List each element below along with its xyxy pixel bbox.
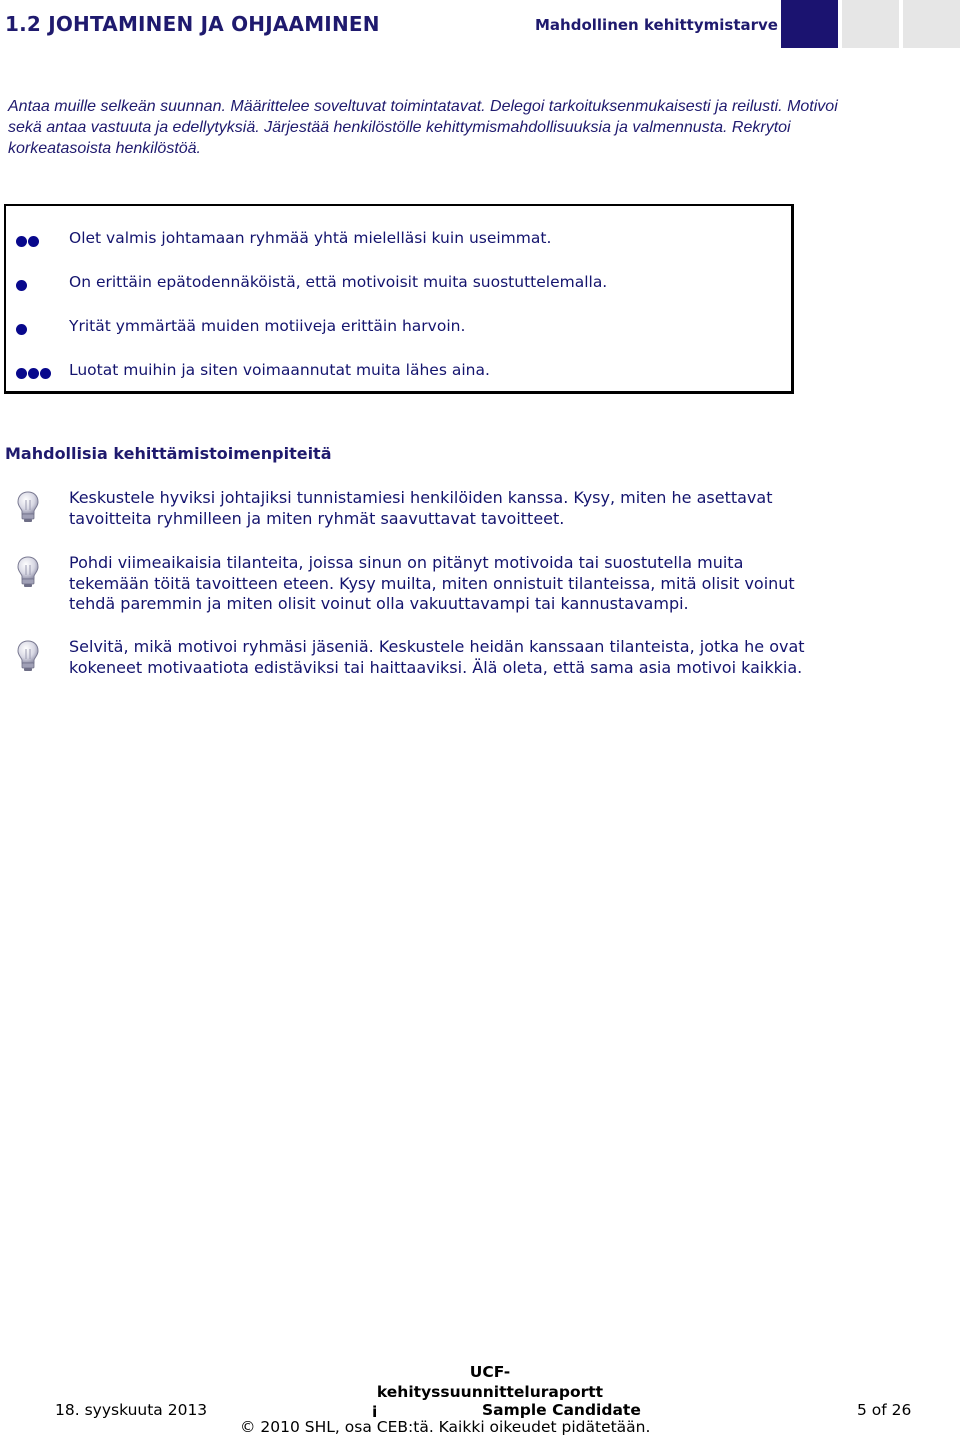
copyright-notice: © 2010 SHL, osa CEB:tä. Kaikki oikeudet pidätetään. bbox=[240, 1418, 651, 1436]
rating-dots bbox=[16, 278, 28, 292]
rating-dots bbox=[16, 322, 28, 336]
candidate-name: Sample Candidate bbox=[482, 1401, 641, 1419]
rating-text: Luotat muihin ja siten voimaannutat muita lähes aina. bbox=[69, 361, 490, 379]
rating-dot bbox=[40, 368, 51, 379]
rating-dot bbox=[28, 368, 39, 379]
report-date: 18. syyskuuta 2013 bbox=[55, 1401, 208, 1419]
rating-dots bbox=[16, 234, 40, 248]
rating-dot bbox=[16, 324, 27, 335]
tip-text: Keskustele hyviksi johtajiksi tunnistamiesi henkilöiden kanssa. Kysy, miten he asettavat tavoitteita ryhmilleen ja miten ryhmät saavuttavat tavoitteet. bbox=[69, 488, 773, 528]
lightbulb-icon bbox=[14, 639, 42, 673]
rating-text: Yrität ymmärtää muiden motiiveja erittäin harvoin. bbox=[69, 317, 466, 335]
rating-box bbox=[4, 204, 794, 394]
rating-dot bbox=[28, 236, 39, 247]
lightbulb-icon bbox=[14, 490, 42, 524]
development-heading: Mahdollisia kehittämistoimenpiteitä bbox=[5, 444, 332, 463]
rating-row bbox=[6, 361, 786, 385]
rating-text: Olet valmis johtamaan ryhmää yhtä mielelläsi kuin useimmat. bbox=[69, 229, 552, 247]
rating-dot bbox=[16, 280, 27, 291]
rating-row bbox=[6, 229, 786, 253]
rating-dot bbox=[16, 236, 27, 247]
tip-text: Selvitä, mikä motivoi ryhmäsi jäseniä. Keskustele heidän kanssaan tilanteista, jotka he ovat kokeneet motivaatiota edistäviksi tai haittaaviksi. Älä oleta, että sama asia motivoi kaikkia. bbox=[69, 637, 805, 677]
rating-text: On erittäin epätodennäköistä, että motivoisit muita suostuttelemalla. bbox=[69, 273, 608, 291]
competency-description: Antaa muille selkeän suunnan. Määrittelee soveltuvat toimintatavat. Delegoi tarkoituksenmukaisesti ja reilusti. Motivoi sekä antaa vastuuta ja edellytyksiä. Järjestää henkilöstölle kehittymismahdollisuuksia ja valmennusta. Rekrytoi korkeatasoista henkilöstöä. bbox=[8, 98, 838, 157]
report-name-line: kehityssuunnitteluraportt bbox=[376, 1383, 604, 1401]
lightbulb-icon bbox=[14, 555, 42, 589]
rating-row bbox=[6, 273, 786, 297]
rating-dots bbox=[16, 366, 52, 380]
tip-text: Pohdi viimeaikaisia tilanteita, joissa sinun on pitänyt motivoida tai suostutella muita tekemään töitä tavoitteen eteen. Kysy muilta, miten onnistuit tilanteissa, mitä olisit voinut tehdä paremmin ja miten olisit voinut olla vakuuttavampi tai kannustavampi. bbox=[69, 553, 795, 613]
header-accent-block bbox=[781, 0, 838, 48]
rating-dot bbox=[16, 368, 27, 379]
report-name-line: UCF- bbox=[469, 1363, 511, 1381]
report-name-line: i bbox=[372, 1403, 378, 1421]
rating-row bbox=[6, 317, 786, 341]
header-grey-block bbox=[842, 0, 899, 48]
section-title: 1.2 JOHTAMINEN JA OHJAAMINEN bbox=[5, 12, 380, 36]
page-number: 5 of 26 bbox=[857, 1401, 912, 1419]
section-subtitle: Mahdollinen kehittymistarve bbox=[535, 16, 778, 34]
header-grey-block bbox=[903, 0, 960, 48]
